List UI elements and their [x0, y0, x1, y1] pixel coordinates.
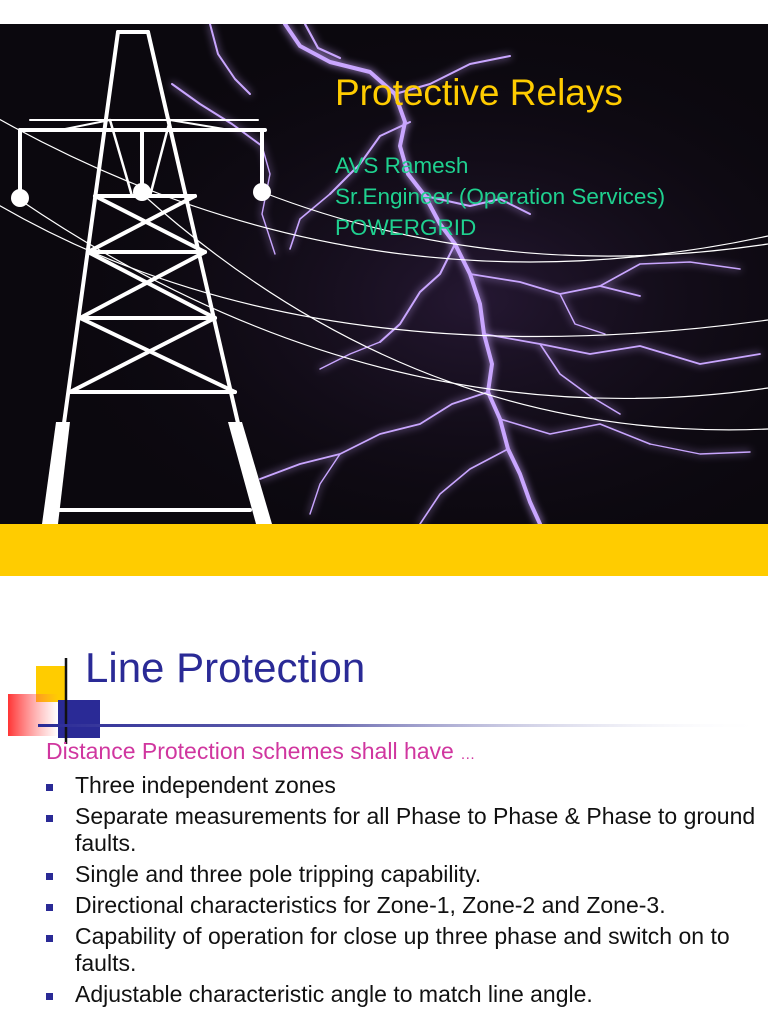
footer-band [0, 524, 768, 576]
list-item: Adjustable characteristic angle to match line angle. [46, 981, 768, 1008]
presenter-name: AVS Ramesh [335, 153, 469, 178]
bullet-square-icon [46, 935, 53, 942]
slide-title: Protective Relays [335, 72, 623, 113]
list-item: Separate measurements for all Phase to Phase & Phase to ground faults. [46, 803, 768, 857]
bullet-square-icon [46, 815, 53, 822]
list-item: Three independent zones [46, 772, 768, 799]
slide-title-line-protection: Line Protection [85, 644, 366, 691]
list-item: Single and three pole tripping capability. [46, 861, 768, 888]
presenter-organization: POWERGRID [335, 215, 477, 240]
intro-text [46, 738, 475, 765]
list-item: Directional characteristics for Zone-1, Zone-2 and Zone-3. [46, 892, 768, 919]
bullet-square-icon [46, 873, 53, 880]
bullet-square-icon [46, 784, 53, 791]
title-slide [0, 24, 768, 576]
intro-text-label: Distance Protection schemes shall have [46, 738, 454, 764]
requirements-list [46, 772, 768, 1012]
bullet-square-icon [46, 993, 53, 1000]
bullet-square-icon [46, 904, 53, 911]
intro-ellipsis: … [460, 746, 476, 763]
list-item: Capability of operation for close up three phase and switch on to faults. [46, 923, 768, 977]
presenter-designation: Sr.Engineer (Operation Services) [335, 184, 666, 209]
